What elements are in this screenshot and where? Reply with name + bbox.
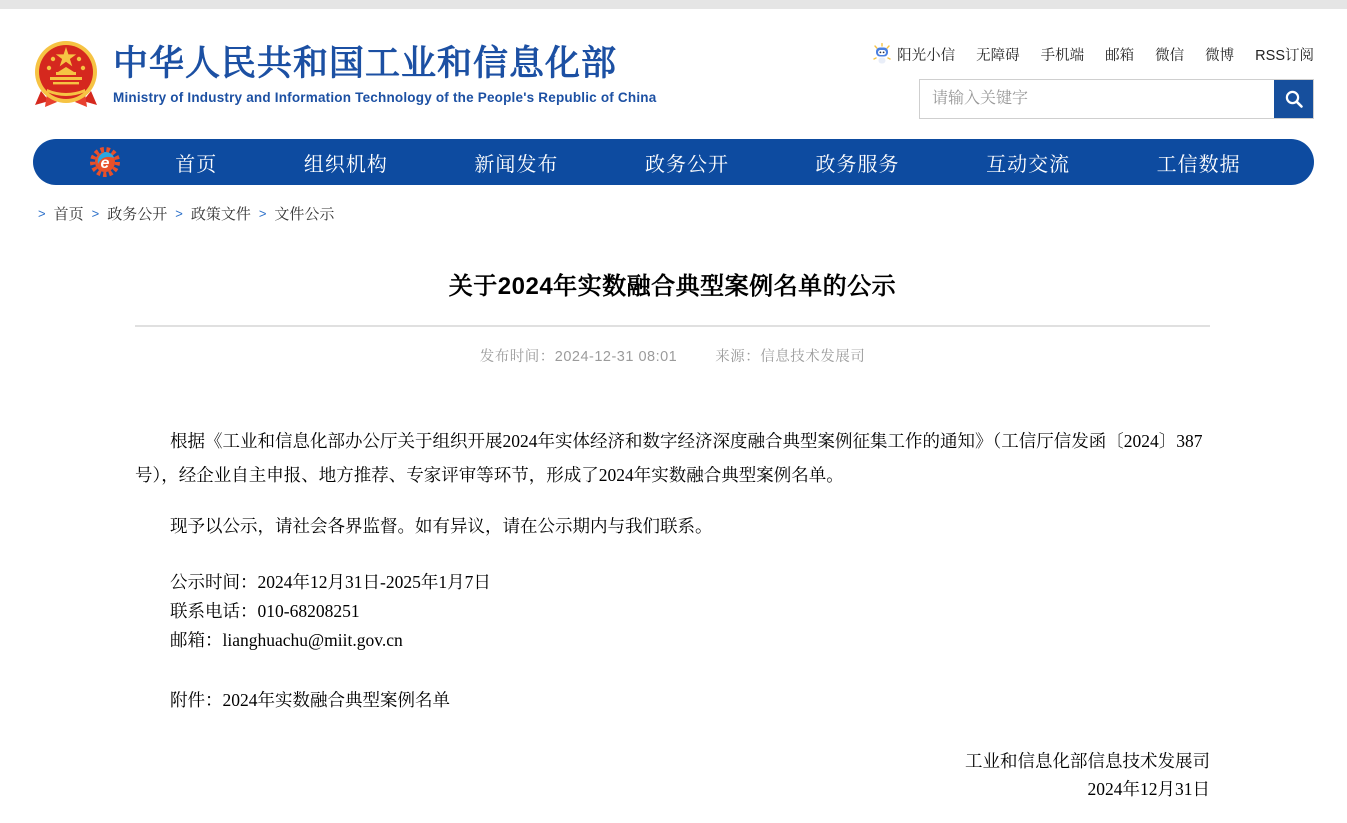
nav-item[interactable]: 政务服务 (815, 153, 900, 176)
attachment-link[interactable]: 附件：2024年实数融合典型案例名单 (170, 690, 450, 710)
breadcrumb-item[interactable] (30, 203, 84, 224)
nav-item[interactable]: 新闻发布 (474, 153, 559, 176)
quick-links-list (976, 44, 1314, 65)
search-button[interactable] (1274, 80, 1313, 118)
quick-links (872, 43, 1314, 65)
breadcrumb-item[interactable] (167, 203, 251, 224)
contact-block (135, 568, 1210, 655)
article-body (135, 424, 1210, 803)
breadcrumb-label: 文件公示 (274, 206, 335, 223)
article-title: 关于2024年实数融合典型案例名单的公示 (448, 273, 897, 300)
breadcrumb-separator: > (175, 206, 183, 221)
contact-line: 公示时间：2024年12月31日-2025年1月7日 (170, 572, 491, 592)
signature-block (135, 747, 1210, 803)
nav-item[interactable]: 首页 (175, 153, 218, 176)
breadcrumb-separator: > (91, 206, 100, 221)
breadcrumb-label: 首页 (53, 206, 84, 223)
nav-item[interactable]: 政务公开 (644, 153, 729, 176)
assistant-link[interactable] (872, 43, 955, 65)
site-title-en: Ministry of Industry and Information Technology of the People's Republic of China (113, 89, 657, 105)
breadcrumb-separator: > (258, 206, 267, 221)
nav-item[interactable]: 组织机构 (303, 153, 388, 176)
assistant-robot-icon (872, 43, 892, 65)
site-title-cn: 中华人民共和国工业和信息化部 (113, 44, 618, 84)
breadcrumb-label: 政策文件 (190, 206, 251, 223)
breadcrumb-label: 政务公开 (107, 206, 168, 223)
quick-link[interactable]: 无障碍 (976, 47, 1020, 64)
quick-link[interactable]: 微博 (1205, 47, 1235, 64)
signature-date: 2024年12月31日 (1087, 779, 1210, 799)
search-bar (919, 79, 1314, 119)
paragraph: 根据《工业和信息化部办公厅关于组织开展2024年实体经济和数字经济深度融合典型案例征集工作的通知》（工信厅信发函〔2024〕387号），经企业自主申报、地方推荐、专家评审等环节，形成了2024年实数融合典型案例名单。 (135, 431, 1203, 485)
publish-time: 发布时间：2024-12-31 08:01 (479, 349, 678, 365)
quick-link[interactable]: 微信 (1155, 47, 1185, 64)
breadcrumb-item[interactable] (84, 203, 168, 224)
article-source: 来源：信息技术发展司 (715, 349, 866, 365)
contact-line: 联系电话：010-68208251 (170, 601, 360, 621)
breadcrumb-item[interactable] (251, 203, 335, 224)
article-meta (135, 327, 1210, 366)
nav-item[interactable]: 互动交流 (986, 153, 1071, 176)
assistant-label: 阳光小信 (897, 47, 956, 64)
quick-link[interactable]: 手机端 (1040, 47, 1085, 64)
main-nav (33, 139, 1314, 185)
nav-items (132, 148, 1284, 177)
site-brand[interactable] (33, 39, 656, 111)
contact-line: 邮箱：lianghuachu@miit.gov.cn (170, 630, 403, 650)
miit-gear-logo-icon (88, 145, 122, 179)
header-right (872, 39, 1314, 119)
national-emblem-icon (33, 39, 99, 111)
site-header (0, 9, 1347, 137)
nav-item[interactable]: 工信数据 (1156, 153, 1241, 176)
top-strip (0, 0, 1347, 9)
brand-text (113, 45, 656, 105)
search-input[interactable] (920, 80, 1274, 118)
signature-department: 工业和信息化部信息技术发展司 (965, 751, 1210, 771)
breadcrumb-separator: > (38, 206, 46, 221)
quick-link[interactable]: 邮箱 (1105, 47, 1135, 64)
quick-link[interactable]: RSS订阅 (1255, 47, 1314, 64)
search-icon (1284, 89, 1304, 109)
breadcrumb (0, 185, 1347, 224)
svg-text:e: e (100, 155, 110, 172)
article-container (135, 224, 1210, 803)
paragraph: 现予以公示，请社会各界监督。如有异议，请在公示期内与我们联系。 (170, 516, 713, 536)
